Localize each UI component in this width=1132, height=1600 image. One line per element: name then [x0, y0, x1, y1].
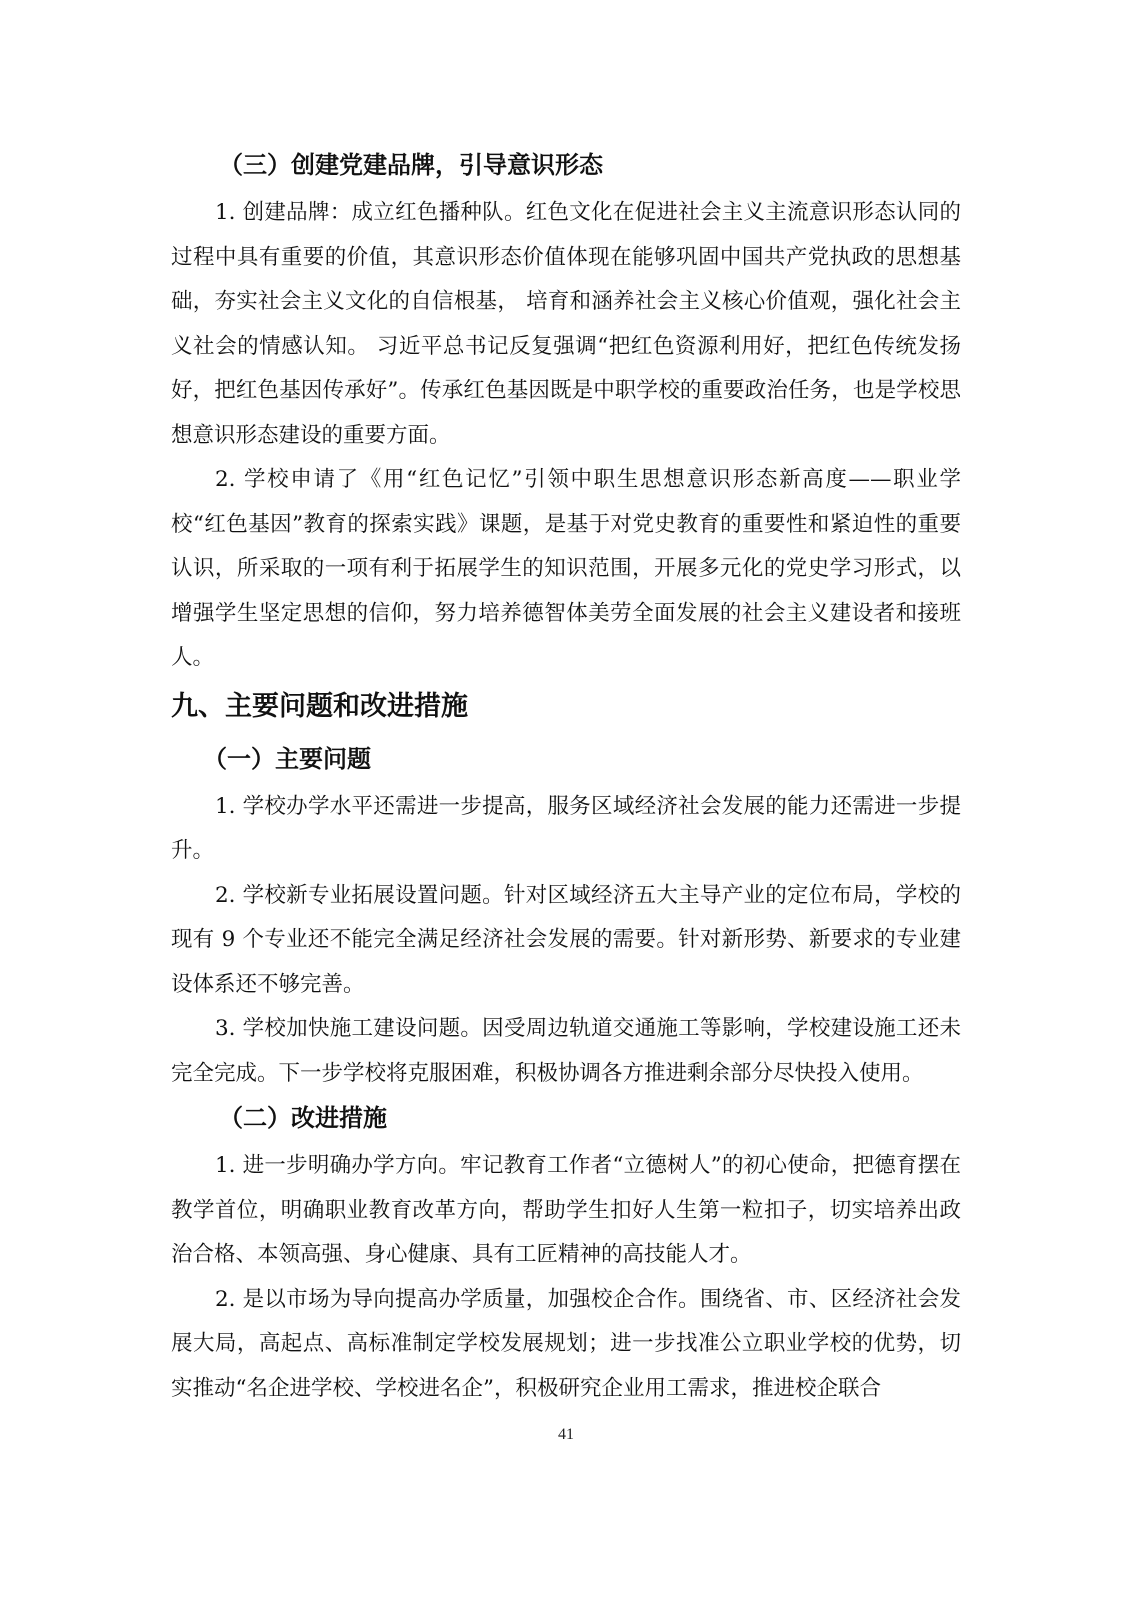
paragraph-research-project: 2. 学校申请了《用“红色记忆”引领中职生思想意识形态新高度——职业学校“红色基因”教育的探索实践》课题，是基于对党史教育的重要性和紧迫性的重要认识，所采取的一项有利于拓展学生的知识范围，开展多元化的党史学习形式，以增强学生坚定思想的信仰，努力培养德智体美劳全面发展的社会主义建设者和接班人。 [171, 467, 961, 670]
paragraph-problem-3: 3. 学校加快施工建设问题。因受周边轨道交通施工等影响，学校建设施工还未完全完成。下一步学校将克服困难，积极协调各方推进剩余部分尽快投入使用。 [171, 1016, 961, 1086]
section-heading-1-main-problems: （一）主要问题 [203, 744, 371, 773]
paragraph-measure-1: 1. 进一步明确办学方向。牢记教育工作者“立德树人”的初心使命，把德育摆在教学首位，明确职业教育改革方向，帮助学生扣好人生第一粒扣子，切实培养出政治合格、本领高强、身心健康、具有工匠精神的高技能人才。 [171, 1153, 961, 1267]
paragraph-brand-creation: 1. 创建品牌：成立红色播种队。红色文化在促进社会主义主流意识形态认同的过程中具有重要的价值，其意识形态价值体现在能够巩固中国共产党执政的思想基础，夯实社会主义文化的自信根基， 培育和涵养社会主义核心价值观，强化社会主义社会的情感认知。 习近平总书记反复强调“把红色资源利用好，把红色传统发扬好，把红色基因传承好”。传承红色基因既是中职学校的重要政治任务，也是学校思想意识形态建设的重要方面。 [171, 200, 961, 448]
paragraph-measure-2: 2. 是以市场为导向提高办学质量，加强校企合作。围绕省、市、区经济社会发展大局，高起点、高标准制定学校发展规划；进一步找准公立职业学校的优势，切实推动“名企进学校、学校进名企”，积极研究企业用工需求，推进校企联合 [171, 1286, 961, 1401]
page-content [171, 143, 961, 1411]
paragraph-problem-2: 2. 学校新专业拓展设置问题。针对区域经济五大主导产业的定位布局，学校的现有 9 个专业还不能完全满足经济社会发展的需要。针对新形势、新要求的专业建设体系还不够完善。 [171, 882, 961, 997]
page-number: 41 [558, 1426, 574, 1443]
section-heading-3-party-brand: （三）创建党建品牌，引导意识形态 [219, 151, 603, 179]
section-heading-2-improvement-measures: （二）改进措施 [219, 1104, 387, 1132]
paragraph-problem-1: 1. 学校办学水平还需进一步提高，服务区域经济社会发展的能力还需进一步提升。 [171, 793, 961, 863]
chapter-heading-9-problems-measures: 九、主要问题和改进措施 [171, 690, 468, 722]
